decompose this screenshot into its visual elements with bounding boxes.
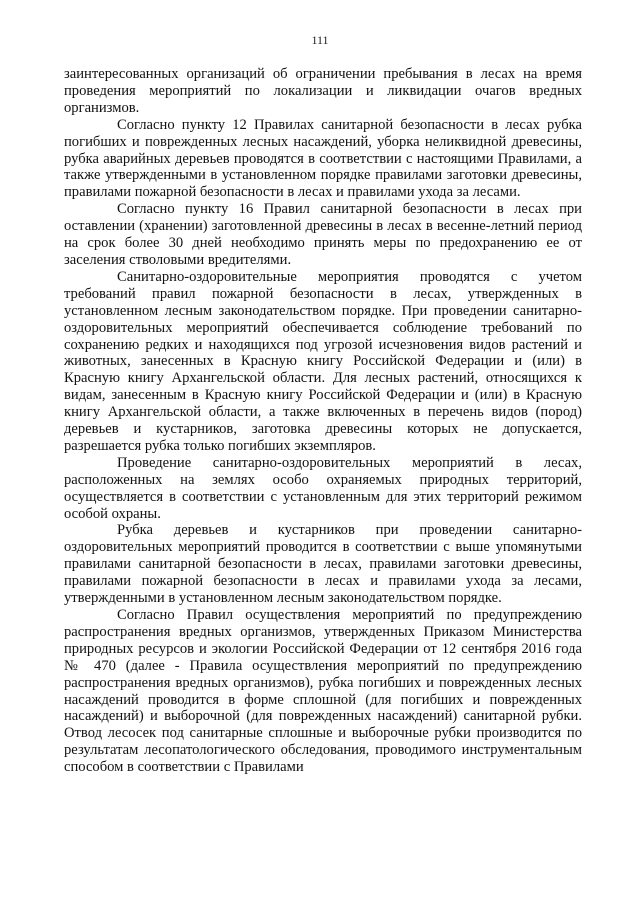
- paragraph: Рубка деревьев и кустарников при проведении санитарно-оздоровительных мероприятий проводится в соответствии с выше упомянутыми правилами санитарной безопасности в лесах, правилами заготовки древесины, правилами пожарной безопасности в лесах и правилами ухода за лесами, утвержденными в установленном лесным законодательством порядке.: [64, 522, 582, 607]
- page-number: 111: [311, 33, 329, 47]
- paragraph: Согласно пункту 12 Правилах санитарной безопасности в лесах рубка погибших и поврежденных лесных насаждений, уборка неликвидной древесины, рубка аварийных деревьев проводятся в соответствии с настоящими Правилами, а также утвержденными в установленном порядке правилами заготовки древесины, правилами пожарной безопасности в лесах и правилами ухода за лесами.: [64, 116, 582, 201]
- paragraph: Проведение санитарно-оздоровительных мероприятий в лесах, расположенных на землях особо охраняемых природных территорий, осуществляется в соответствии с установленным для этих территорий режимом особой охраны.: [64, 454, 582, 522]
- paragraph: Согласно пункту 16 Правил санитарной безопасности в лесах при оставлении (хранении) заготовленной древесины в лесах в весенне-летний период на срок более 30 дней необходимо принять меры по предохранению ее от заселения стволовыми вредителями.: [64, 201, 582, 268]
- paragraph-continuation: заинтересованных организаций об ограничении пребывания в лесах на время проведения мероприятий по локализации и ликвидации очагов вредных организмов.: [64, 66, 582, 116]
- body-text: [64, 66, 582, 776]
- paragraph: Санитарно-оздоровительные мероприятия проводятся с учетом требований правил пожарной безопасности в лесах, утвержденных в установленном лесным законодательством порядке. При проведении санитарно-оздоровительных мероприятий обеспечивается соблюдение требований по сохранению редких и находящихся под угрозой исчезновения видов растений и животных, занесенных в Красную книгу Российской Федерации и (или) в Красную книгу Архангельской области. Для лесных растений, относящихся к видам, занесенным в Красную книгу Российской Федерации и (или) в Красную книгу Архангельской области, а также включенных в перечень видов (пород) деревьев и кустарников, заготовка древесины которых не допускается, разрешается рубка только погибших экземпляров.: [64, 268, 582, 454]
- paragraph: Согласно Правил осуществления мероприятий по предупреждению распространения вредных организмов, утвержденных Приказом Министерства природных ресурсов и экологии Российской Федерации от 12 сентября 2016 года № 470 (далее - Правила осуществления мероприятий по предупреждению распространения вредных организмов), рубка погибших и поврежденных лесных насаждений проводится в форме сплошной (для погибших и поврежденных насаждений) и выборочной (для поврежденных насаждений) санитарной рубки. Отвод лесосек под санитарные сплошные и выборочные рубки производится по результатам лесопатологического обследования, проводимого инструментальным способом в соответствии с Правилами: [64, 607, 582, 776]
